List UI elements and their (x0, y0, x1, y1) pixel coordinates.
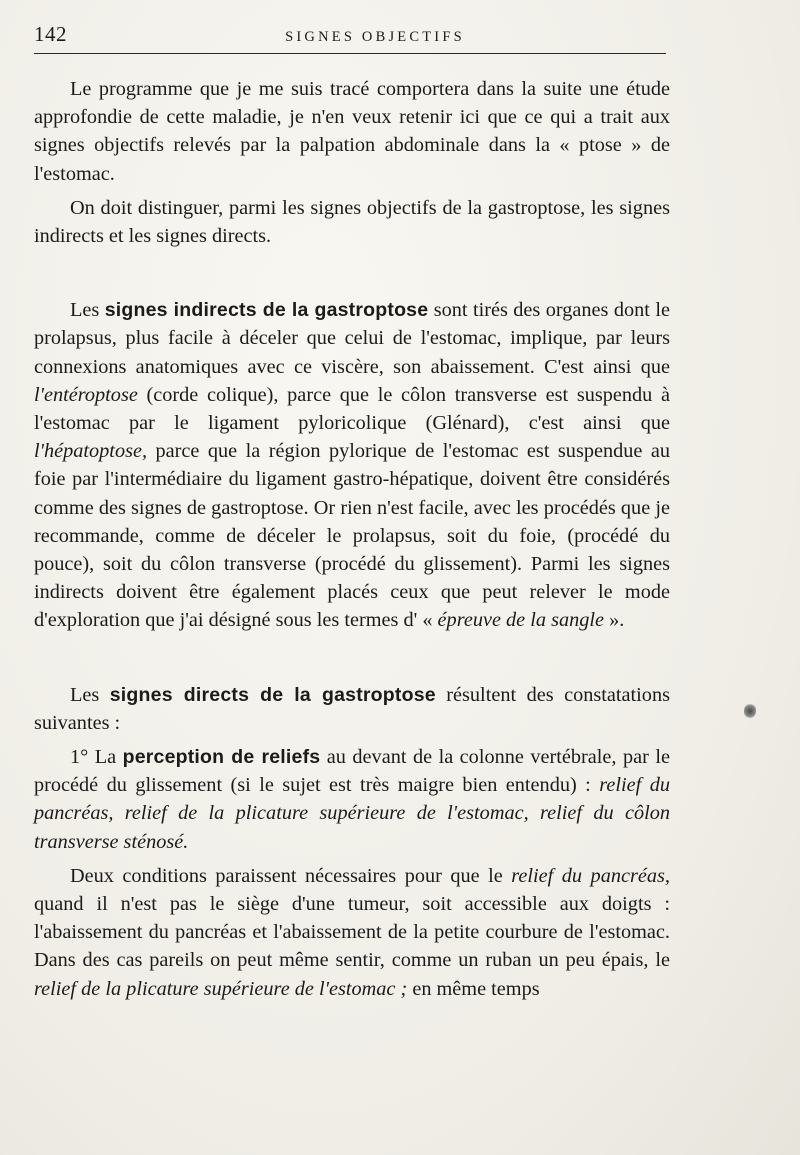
bold-term-indirect-signs: signes indirects de la gastroptose (104, 299, 429, 322)
paragraph-direct-signs: Les signes directs de la gastroptose résultent des constatations suivantes : (34, 683, 670, 734)
paragraph-distinction: On doit distinguer, parmi les signes objectifs de la gastroptose, les signes indirects et les signes directs. (34, 196, 670, 248)
running-head (34, 20, 666, 50)
bold-term-perception-reliefs: perception de reliefs (122, 746, 321, 769)
bold-term-direct-signs: signes directs de la gastroptose (109, 683, 436, 706)
header-rule (34, 53, 666, 54)
paragraph-two-conditions: Deux conditions paraissent nécessaires pour que le relief du pancréas, quand il n'est pas le siège d'une tumeur, soit accessible aux doigts : l'abaissement du pancréas et l'abaissement de la petite courbure de l'estomac. Dans des cas pareils on peut même sentir, comme un ruban un peu épais, le relief de la plicature supérieure de l'estomac ; en même temps (34, 864, 670, 1000)
italic-term-hepatoptose: l'hépatoptose, (34, 440, 148, 463)
italic-term-enteroptose: l'entéroptose (34, 383, 138, 406)
body-text (34, 75, 670, 1003)
italic-term-relief-pancreas: relief du pancréas, (511, 864, 670, 887)
paragraph-intro: Le programme que je me suis tracé comportera dans la suite une étude approfondie de cette maladie, je n'en veux retenir ici que ce qui a trait aux signes objectifs relevés par la palpation abdominale dans la « ptose » de l'estomac. (34, 78, 670, 185)
italic-term-relief-plicature: relief de la plicature supérieure de l'estomac ; (34, 977, 408, 1000)
italic-list-reliefs: relief du pancréas, relief de la plicature supérieure de l'estomac, relief du côlon transverse sténosé. (34, 774, 670, 853)
running-title: SIGNES OBJECTIFS (285, 29, 465, 45)
paragraph-indirect-signs: Les signes indirects de la gastroptose sont tirés des organes dont le prolapsus, plus facile à déceler que celui de l'estomac, implique, par leurs connexions anatomiques avec ce viscère, son abaissement. C'est ainsi que l'entéroptose (corde colique), parce que le côlon transverse est suspendu à l'estomac par le ligament pyloricolique (Glénard), c'est ainsi que l'hépatoptose, parce que la région pylorique de l'estomac est suspendue au foie par l'intermédiaire du ligament gastro-hépatique, doivent être considérés comme des signes de gastroptose. Or rien n'est facile, avec les procédés que je recommande, comme de déceler le prolapsus, soit du foie, (procédé du pouce), soit du côlon transverse (procédé du glissement). Parmi les signes indirects doivent être également placés ceux que peut relever le mode d'exploration que j'ai désigné sous les termes d' « épreuve de la sangle ». (34, 299, 670, 632)
ink-smudge (744, 703, 756, 719)
page-number: 142 (34, 22, 67, 46)
italic-term-epreuve-sangle: épreuve de la sangle (437, 609, 605, 632)
paragraph-perception-reliefs: 1° La perception de reliefs au devant de la colonne vertébrale, par le procédé du glissement (si le sujet est très maigre bien entendu) : relief du pancréas, relief de la plicature supérieure de l'estomac, relief du côlon transverse sténosé. (34, 746, 670, 853)
